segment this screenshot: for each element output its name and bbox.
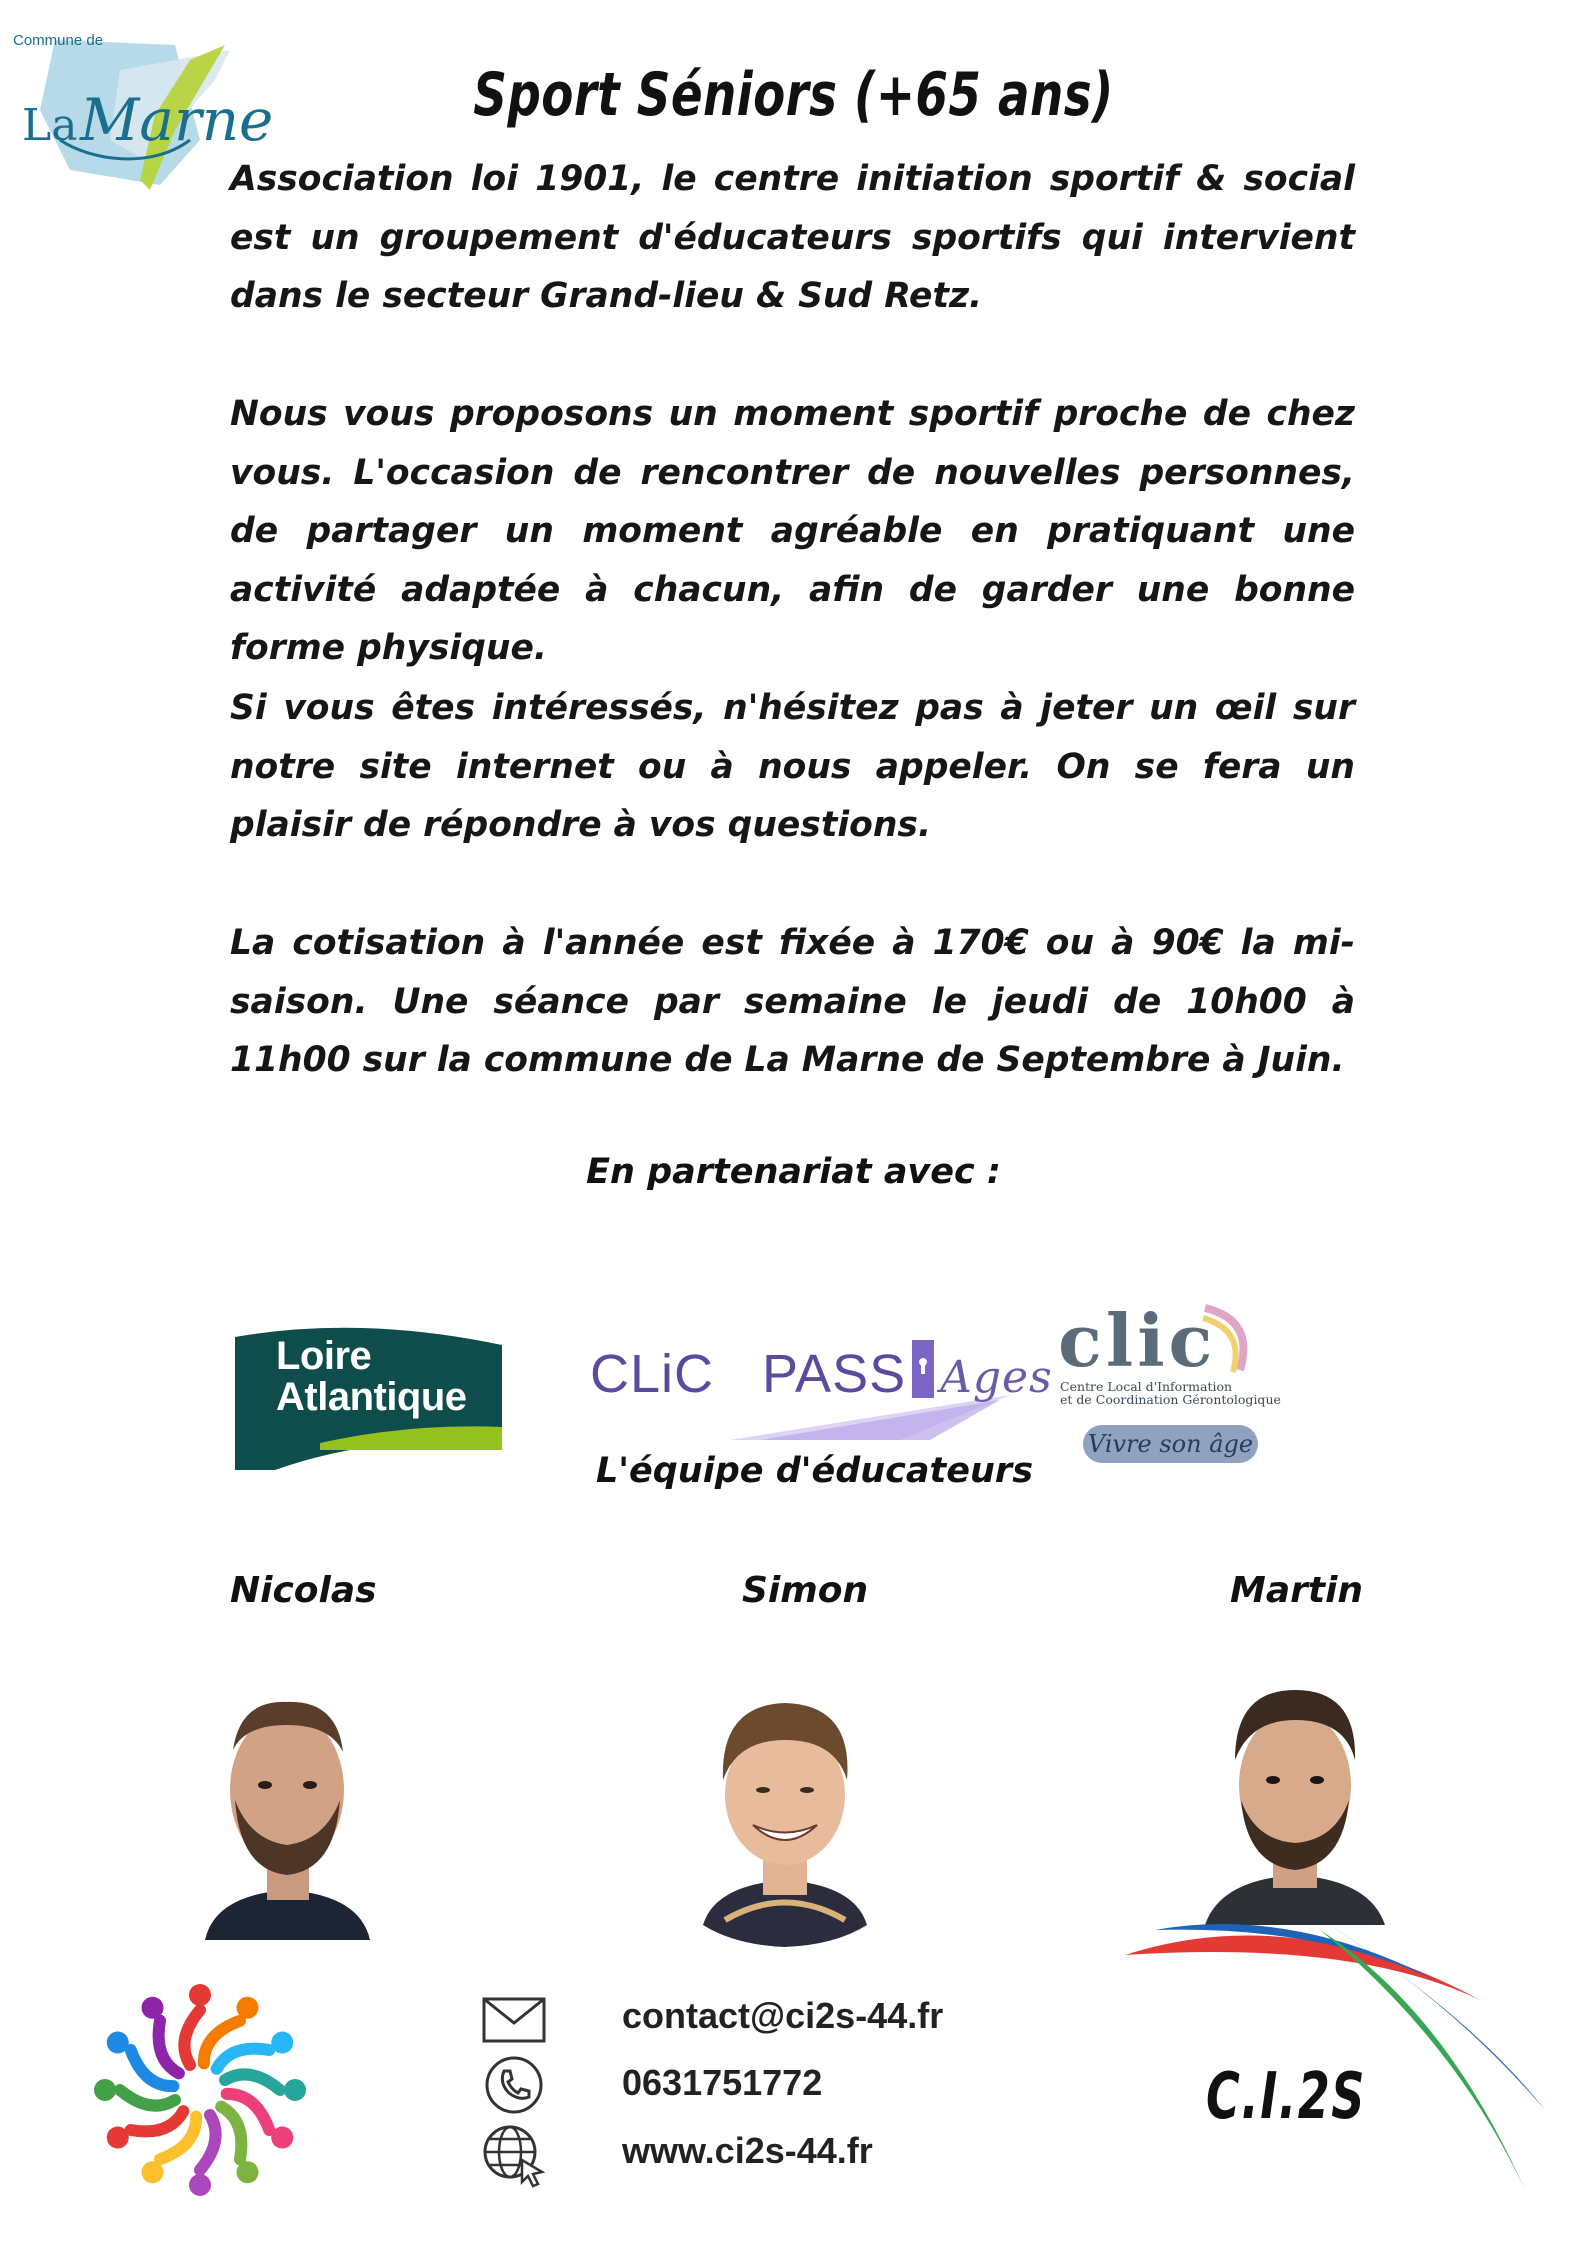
- member-name-martin: Martin: [1230, 1570, 1364, 1611]
- paragraph-proposal: Nous vous proposons un moment sportif proche de chez vous. L'occasion de rencontrer de nouvelles personnes, de partager un moment agréable en pratiquant une activité adaptée à chacun, afin de garder une bonne forme physique.: [230, 394, 1355, 668]
- partners-heading: En partenariat avec :: [586, 1152, 1001, 1192]
- photo-martin: [1195, 1675, 1395, 1930]
- page-title: Sport Séniors (+65 ans): [473, 60, 1114, 130]
- commune-label: Commune de: [13, 32, 104, 49]
- contact-email-link[interactable]: contact@ci2s-44.fr: [622, 1995, 944, 2036]
- envelope-icon: [482, 1997, 546, 2047]
- contact-website-link[interactable]: www.ci2s-44.fr: [622, 2130, 873, 2171]
- clic-pass-ages-logo: CLiC PASS Ages: [590, 1340, 1053, 1405]
- logo-la: La: [22, 100, 78, 151]
- keyhole-door-icon: [912, 1340, 934, 1398]
- photo-simon: [685, 1685, 885, 1935]
- clic-tagline-badge: Vivre son âge: [1083, 1425, 1258, 1463]
- member-name-nicolas: Nicolas: [230, 1570, 377, 1611]
- member-name-simon: Simon: [742, 1570, 869, 1611]
- loire-atlantique-text: Loire Atlantique: [276, 1334, 467, 1419]
- clic-subtitle: Centre Local d'Information et de Coordination Gérontologique: [1060, 1379, 1281, 1407]
- contact-phone-link[interactable]: 0631751772: [622, 2062, 823, 2103]
- logo-marne: Marne: [80, 86, 274, 154]
- ci2s-wordmark: C.I.2S: [1206, 2060, 1366, 2134]
- phone-icon: [484, 2055, 544, 2119]
- paragraph-contact-invite: Si vous êtes intéressés, n'hésitez pas à jeter un œil sur notre site internet ou à nous appeler. On se fera un plaisir de répondre à vos questions.: [230, 688, 1355, 845]
- photo-nicolas: [195, 1680, 380, 1940]
- globe-cursor-icon: [482, 2122, 546, 2190]
- people-circle-logo: [65, 1965, 335, 2215]
- ci2s-swoosh-logo: [1125, 1910, 1545, 2200]
- paragraph-association: Association loi 1901, le centre initiation sportif & social est un groupement d'éducateurs sportifs qui intervient dans le secteur Grand-lieu & Sud Retz.: [230, 159, 1355, 316]
- clic-logo-word: clic: [1058, 1298, 1217, 1383]
- team-heading: L'équipe d'éducateurs: [596, 1451, 1034, 1491]
- paragraph-pricing: La cotisation à l'année est fixée à 170€ ou à 90€ la mi-saison. Une séance par semaine le jeudi de 10h00 à 11h00 sur la commune de La Marne de Septembre à Juin.: [230, 923, 1355, 1080]
